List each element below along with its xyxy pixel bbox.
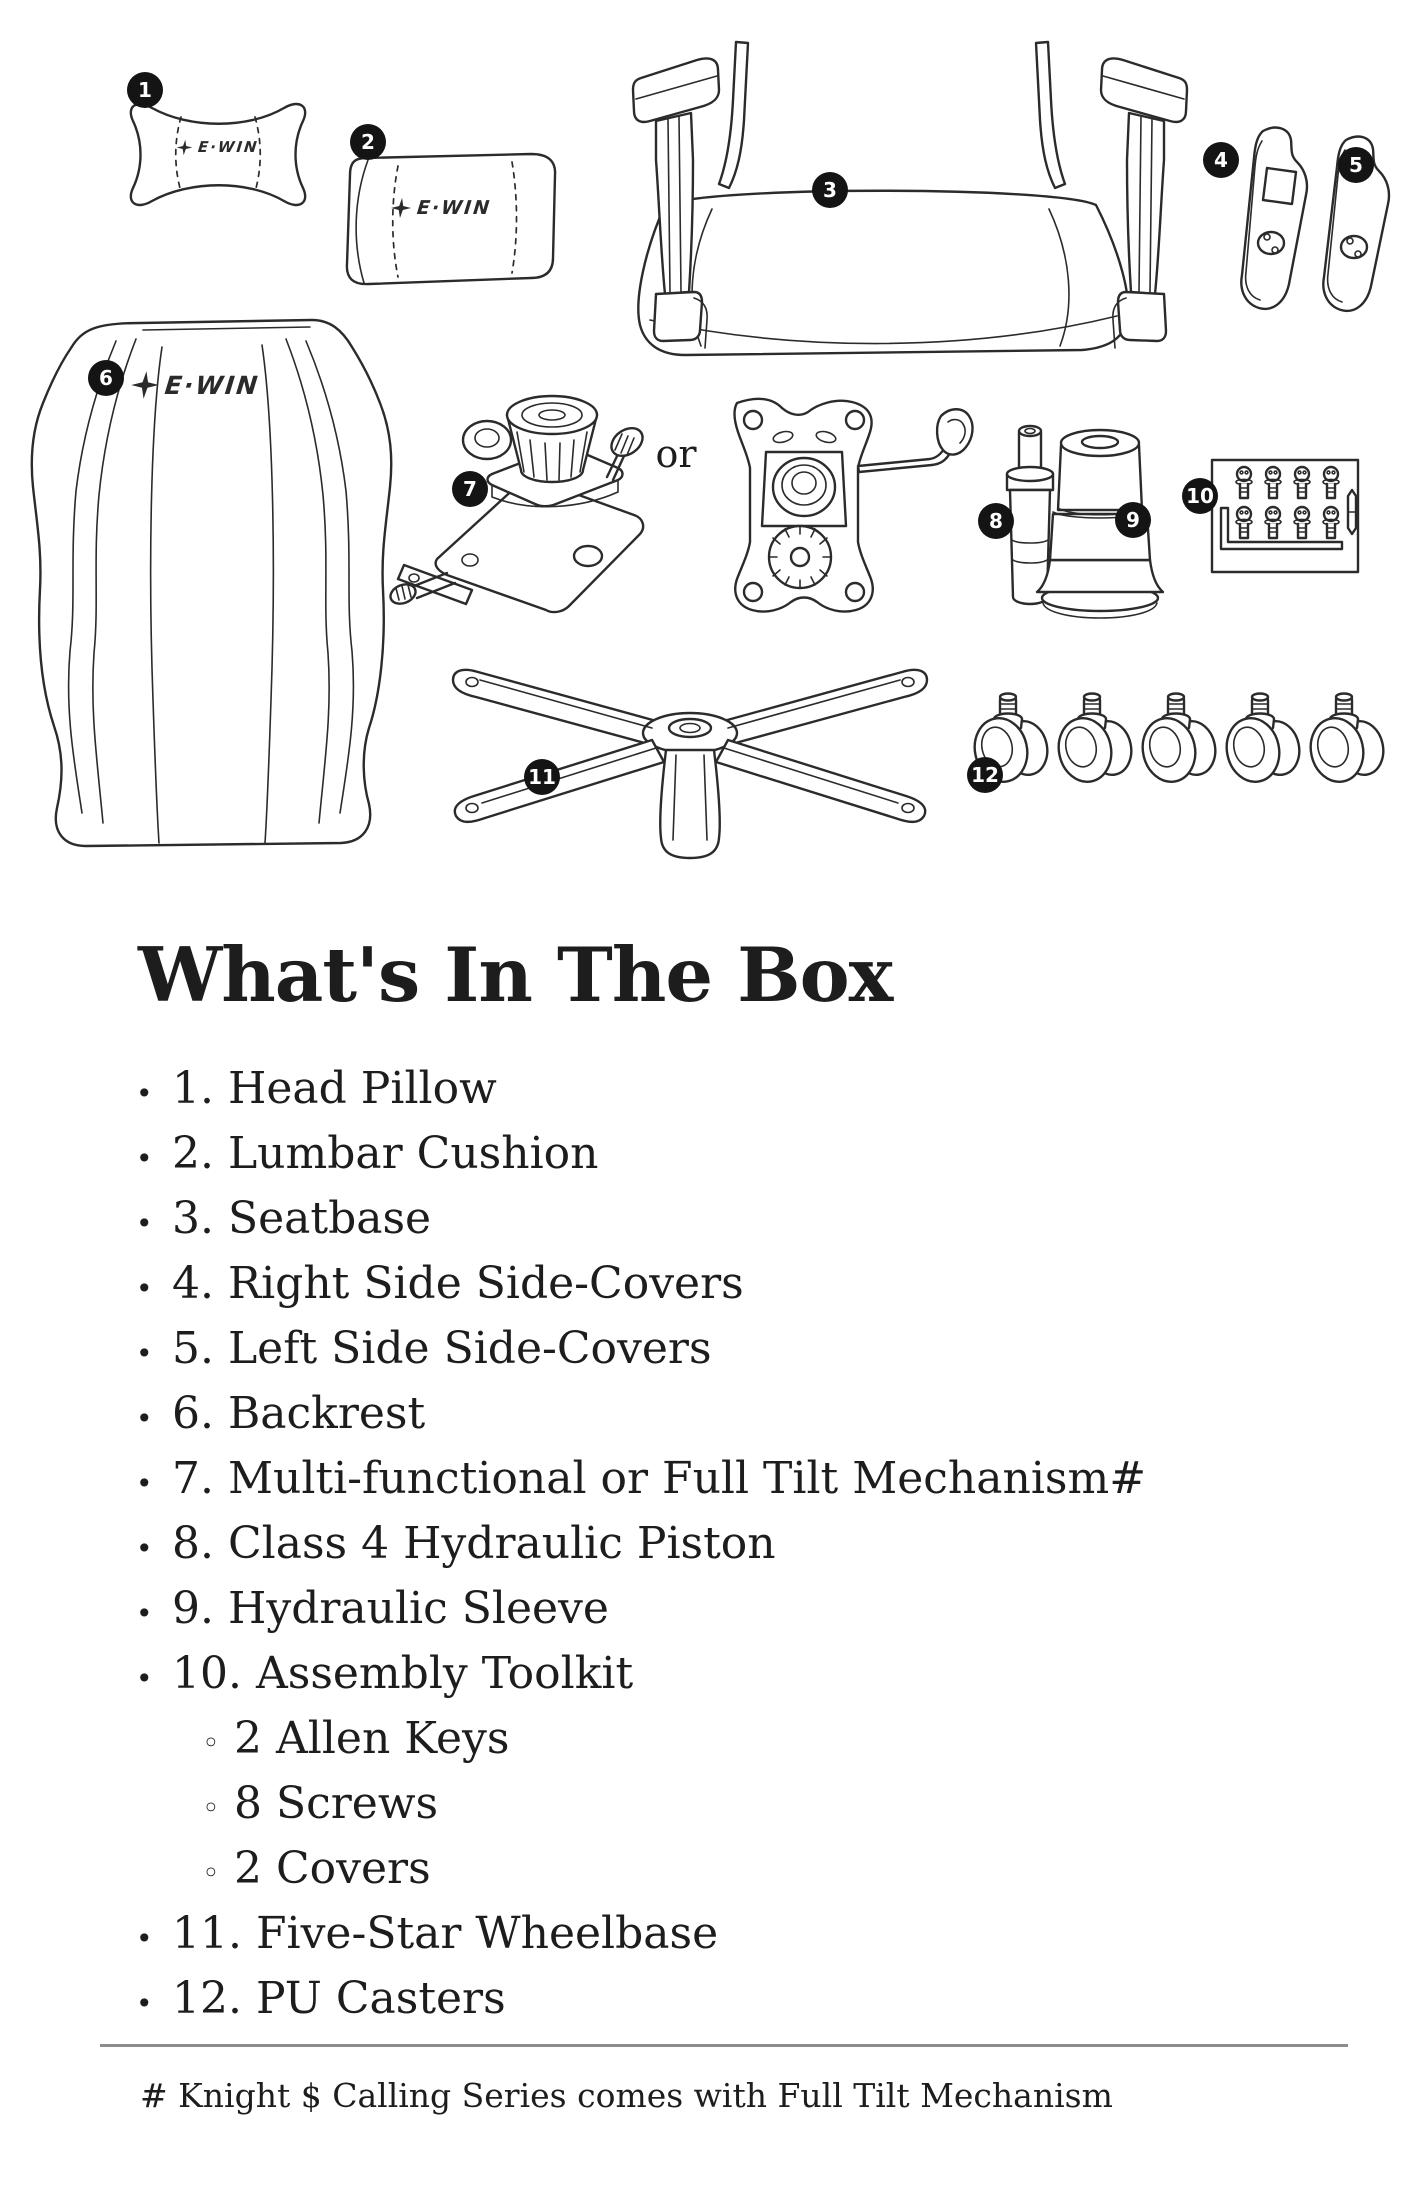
bullet-marker: • bbox=[136, 1467, 153, 1500]
footnote-divider bbox=[100, 2044, 1348, 2047]
part-badge-5: 5 bbox=[1338, 147, 1374, 183]
parts-illustration bbox=[0, 0, 1420, 880]
part-badge-1: 1 bbox=[127, 72, 163, 108]
list-item-label: 12. PU Casters bbox=[172, 1973, 506, 2024]
list-item-label: 2. Lumbar Cushion bbox=[172, 1128, 599, 1179]
sub-bullet-marker: ◦ bbox=[202, 1856, 220, 1891]
page-title: What's In The Box bbox=[138, 931, 893, 1019]
sub-list-item bbox=[136, 1706, 1376, 1771]
list-item bbox=[136, 1056, 1376, 1121]
pu-casters-drawing bbox=[969, 694, 1388, 787]
footnote-text: # Knight $ Calling Series comes with Full Tilt Mechanism bbox=[140, 2076, 1113, 2115]
ewin-logo-pillow bbox=[175, 138, 260, 156]
right-side-cover-drawing bbox=[1241, 128, 1307, 309]
part-badge-4: 4 bbox=[1203, 142, 1239, 178]
part-badge-12: 12 bbox=[967, 757, 1003, 793]
bullet-marker: • bbox=[136, 1662, 153, 1695]
part-badge-3: 3 bbox=[812, 172, 848, 208]
list-item bbox=[136, 1641, 1376, 1706]
sub-bullet-marker: ◦ bbox=[202, 1791, 220, 1826]
ewin-logo-text: E·WIN bbox=[197, 138, 260, 156]
bullet-marker: • bbox=[136, 1402, 153, 1435]
bullet-marker: • bbox=[136, 1597, 153, 1630]
lumbar-cushion-drawing bbox=[347, 154, 555, 284]
list-item bbox=[136, 1576, 1376, 1641]
part-badge-11: 11 bbox=[524, 759, 560, 795]
sub-list-item-label: 2 Allen Keys bbox=[234, 1713, 510, 1764]
bullet-marker: • bbox=[136, 1532, 153, 1565]
list-item bbox=[136, 1121, 1376, 1186]
bullet-marker: • bbox=[136, 1142, 153, 1175]
part-badge-2: 2 bbox=[350, 124, 386, 160]
list-item bbox=[136, 1186, 1376, 1251]
list-item-label: 7. Multi-functional or Full Tilt Mechanism# bbox=[172, 1453, 1147, 1504]
part-badge-9: 9 bbox=[1115, 502, 1151, 538]
list-item bbox=[136, 1901, 1376, 1966]
list-item-label: 11. Five-Star Wheelbase bbox=[172, 1908, 719, 1959]
sub-list-item-label: 8 Screws bbox=[234, 1778, 439, 1829]
multifunctional-mechanism-drawing bbox=[388, 396, 648, 612]
list-item-label: 8. Class 4 Hydraulic Piston bbox=[172, 1518, 776, 1569]
list-item bbox=[136, 1316, 1376, 1381]
bullet-marker: • bbox=[136, 1922, 153, 1955]
list-item bbox=[136, 1511, 1376, 1576]
list-item-label: 3. Seatbase bbox=[172, 1193, 432, 1244]
assembly-toolkit-drawing bbox=[1212, 460, 1358, 572]
sub-bullet-marker: ◦ bbox=[202, 1726, 220, 1761]
ewin-star-icon bbox=[128, 370, 161, 400]
list-item bbox=[136, 1251, 1376, 1316]
ewin-logo-text: E·WIN bbox=[163, 370, 261, 400]
bullet-marker: • bbox=[136, 1987, 153, 2020]
parts-list bbox=[136, 1056, 1376, 2031]
list-item-label: 10. Assembly Toolkit bbox=[172, 1648, 634, 1699]
ewin-logo-text: E·WIN bbox=[415, 197, 493, 219]
list-item-label: 6. Backrest bbox=[172, 1388, 426, 1439]
list-item-label: 5. Left Side Side-Covers bbox=[172, 1323, 712, 1374]
list-item bbox=[136, 1966, 1376, 2031]
sub-list-item bbox=[136, 1836, 1376, 1901]
ewin-logo-backrest bbox=[128, 370, 261, 400]
bullet-marker: • bbox=[136, 1077, 153, 1110]
five-star-wheelbase-drawing bbox=[453, 670, 927, 858]
part-badge-7: 7 bbox=[452, 471, 488, 507]
bullet-marker: • bbox=[136, 1207, 153, 1240]
full-tilt-mechanism-drawing bbox=[734, 399, 972, 612]
bullet-marker: • bbox=[136, 1272, 153, 1305]
ewin-star-icon bbox=[389, 197, 413, 219]
bullet-marker: • bbox=[136, 1337, 153, 1370]
list-item bbox=[136, 1381, 1376, 1446]
sub-list-item bbox=[136, 1771, 1376, 1836]
ewin-star-icon bbox=[175, 139, 194, 156]
or-label: or bbox=[655, 432, 697, 476]
list-item-label: 4. Right Side Side-Covers bbox=[172, 1258, 744, 1309]
part-badge-10: 10 bbox=[1182, 478, 1218, 514]
part-badge-8: 8 bbox=[978, 503, 1014, 539]
part-badge-6: 6 bbox=[88, 360, 124, 396]
list-item-label: 9. Hydraulic Sleeve bbox=[172, 1583, 609, 1634]
sub-list-item-label: 2 Covers bbox=[234, 1843, 431, 1894]
list-item bbox=[136, 1446, 1376, 1511]
list-item-label: 1. Head Pillow bbox=[172, 1063, 497, 1114]
ewin-logo-cushion bbox=[389, 197, 492, 219]
seatbase-drawing bbox=[633, 42, 1187, 355]
